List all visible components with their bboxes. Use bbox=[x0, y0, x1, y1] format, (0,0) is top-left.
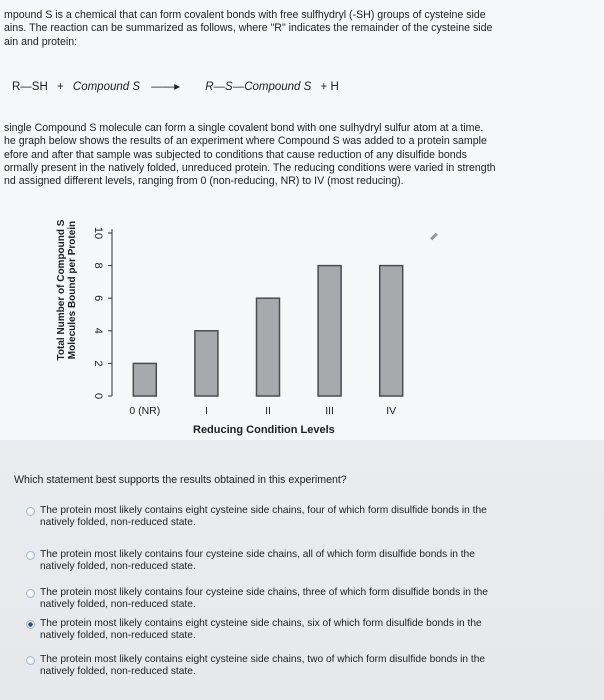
option-text-line: natively folded, non-reduced state. bbox=[40, 561, 196, 572]
option-text bbox=[40, 587, 488, 611]
radio-button[interactable] bbox=[26, 620, 35, 629]
y-tick-label: 10 bbox=[92, 226, 105, 240]
option-text-line: The protein most likely contains eight cysteine side chains, two of which form disulfide bonds in the bbox=[40, 654, 486, 665]
intro-line: ain and protein: bbox=[4, 35, 78, 48]
x-tick-label: 0 (NR) bbox=[129, 405, 161, 417]
radio-button[interactable] bbox=[26, 551, 35, 560]
radio-button[interactable] bbox=[26, 507, 35, 516]
y-tick-label: 2 bbox=[92, 360, 105, 367]
description-line: nd assigned different levels, ranging from 0 (non-reducing, NR) to IV (most reducing). bbox=[4, 175, 404, 188]
y-tick-label: 4 bbox=[92, 327, 105, 334]
option-text-line: The protein most likely contains eight cysteine side chains, four of which form disulfide bonds in the bbox=[40, 505, 487, 516]
x-tick-label: I bbox=[204, 405, 208, 417]
option-text-line: natively folded, non-reduced state. bbox=[40, 517, 196, 528]
answer-option-b[interactable] bbox=[26, 549, 586, 583]
description-line: efore and after that sample was subjected to conditions that cause reduction of any disulfide bonds bbox=[4, 148, 467, 161]
equation-left: R—SH bbox=[12, 81, 48, 93]
answer-option-c[interactable] bbox=[26, 587, 586, 621]
equation-byproduct: + H bbox=[320, 81, 339, 93]
option-text bbox=[40, 618, 482, 642]
answer-option-e[interactable] bbox=[26, 654, 586, 688]
equation-reactant: Compound S bbox=[72, 81, 141, 93]
option-text-line: natively folded, non-reduced state. bbox=[40, 666, 196, 677]
y-axis-label-line: Total Number of Compound S bbox=[56, 219, 67, 361]
x-axis-label: Reducing Condition Levels bbox=[193, 424, 335, 436]
description-line: ormally present in the natively folded, unreduced protein. The reducing conditions were varied in strength bbox=[4, 161, 496, 174]
answer-option-a[interactable] bbox=[26, 505, 586, 539]
option-text bbox=[40, 549, 475, 573]
bar bbox=[380, 266, 403, 396]
equation-product: R—S—Compound S bbox=[205, 81, 312, 93]
y-axis-label-line: Molecules Bound per Protein bbox=[67, 220, 78, 360]
description-line: single Compound S molecule can form a single covalent bond with one sulhydryl sulfur atom at a time. bbox=[4, 122, 484, 134]
bar bbox=[195, 331, 218, 396]
option-text-line: The protein most likely contains four cysteine side chains, three of which form disulfide bonds in the bbox=[40, 587, 488, 598]
bar bbox=[133, 363, 156, 396]
option-text bbox=[40, 654, 485, 678]
answer-option-d[interactable] bbox=[26, 618, 586, 652]
radio-button[interactable] bbox=[26, 656, 35, 665]
bar bbox=[257, 298, 280, 396]
option-text-line: natively folded, non-reduced state. bbox=[40, 630, 196, 641]
radio-button[interactable] bbox=[26, 589, 35, 598]
y-tick-label: 0 bbox=[92, 392, 105, 400]
option-text bbox=[40, 505, 487, 529]
intro-line: mpound S is a chemical that can form covalent bonds with free sulfhydryl (-SH) groups of cysteine side bbox=[4, 9, 486, 21]
question-text: Which statement best supports the results obtained in this experiment? bbox=[14, 474, 347, 486]
option-text-line: natively folded, non-reduced state. bbox=[40, 599, 196, 610]
description-line: he graph below shows the results of an experiment where Compound S was added to a protein sample bbox=[4, 135, 487, 148]
x-tick-label: IV bbox=[386, 405, 397, 417]
reaction-arrow-icon: ——▸ bbox=[151, 81, 181, 93]
option-text-line: The protein most likely contains eight cysteine side chains, six of which form disulfide bonds in the bbox=[40, 618, 482, 629]
bar bbox=[318, 266, 341, 396]
x-tick-label: III bbox=[325, 405, 334, 417]
x-tick-label: II bbox=[265, 405, 271, 417]
intro-line: ains. The reaction can be summarized as follows, where "R" indicates the remainder of the cysteine side bbox=[4, 22, 493, 35]
equation-plus: + bbox=[56, 81, 64, 93]
option-text-line: The protein most likely contains four cysteine side chains, all of which form disulfide bonds in the bbox=[40, 549, 475, 560]
y-tick-label: 8 bbox=[92, 262, 105, 269]
y-tick-label: 6 bbox=[92, 295, 105, 302]
